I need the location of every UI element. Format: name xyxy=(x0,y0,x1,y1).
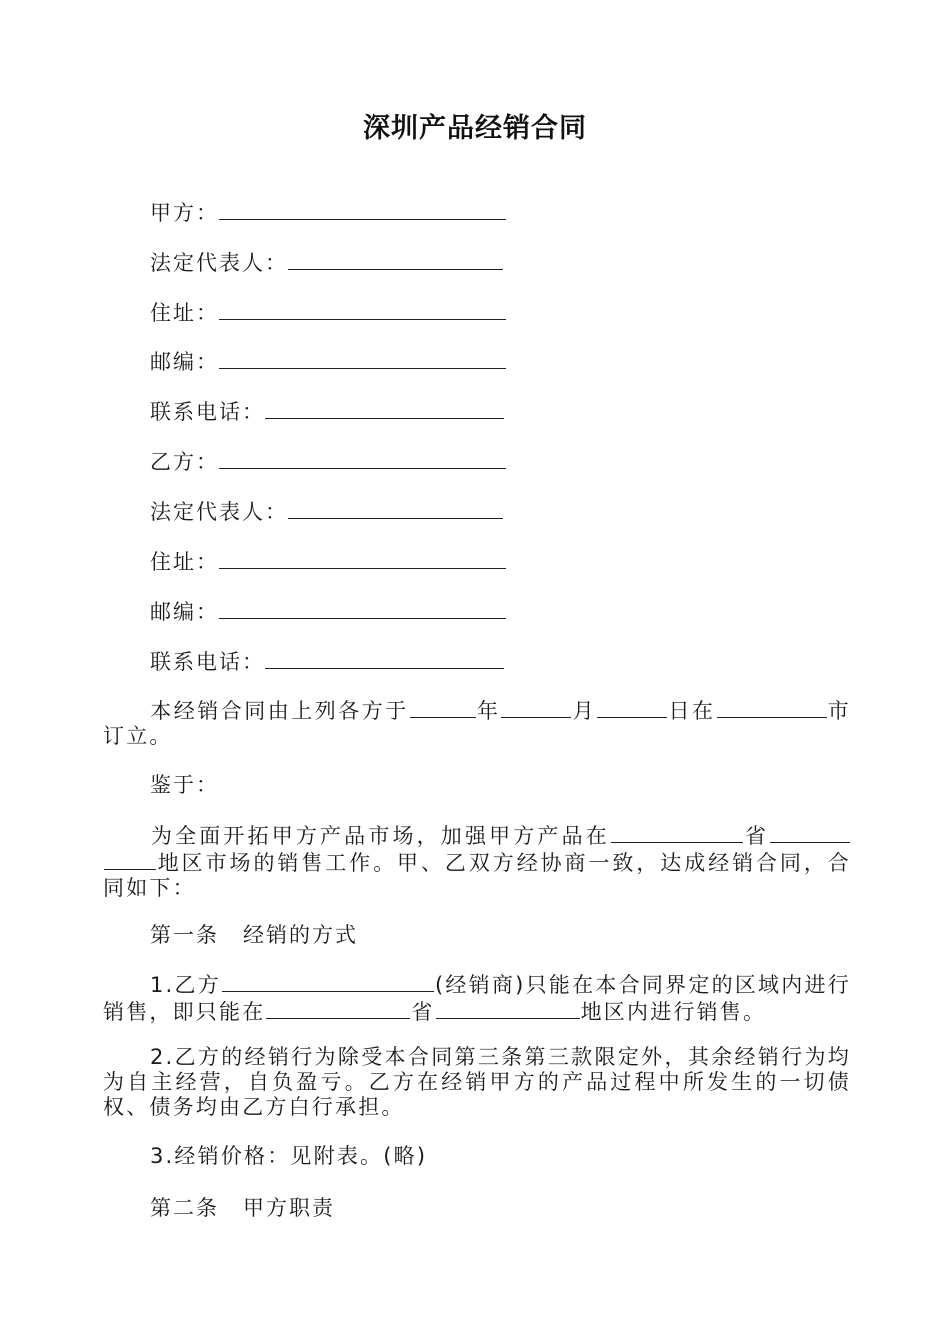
month-label: 月 xyxy=(572,699,597,723)
document-title: 深圳产品经销合同 xyxy=(363,113,587,144)
day-blank[interactable] xyxy=(597,697,667,718)
party-b-address-blank[interactable] xyxy=(219,546,506,569)
item-1-province-label: 省 xyxy=(411,1000,435,1024)
item-1-province-blank[interactable] xyxy=(266,998,410,1019)
item-1-text-1: (经销商)只能在本合同界定的区域内进行销售，即只能在 xyxy=(103,973,851,1024)
party-b-rep-field xyxy=(150,496,503,526)
day-at-label: 日在 xyxy=(668,699,716,723)
purpose-province-label: 省 xyxy=(743,824,769,848)
party-a-postcode-label: 邮编： xyxy=(150,350,219,374)
party-b-postcode-field xyxy=(150,596,506,626)
party-b-postcode-blank[interactable] xyxy=(219,596,506,619)
purpose-text-1: 为全面开拓甲方产品市场，加强甲方产品在 xyxy=(150,824,610,848)
party-a-phone-label: 联系电话： xyxy=(150,400,265,424)
purpose-region-blank-a[interactable] xyxy=(770,822,850,843)
item-1-text-2: 地区内进行销售。 xyxy=(580,1000,767,1024)
purpose-paragraph xyxy=(103,822,851,901)
article-1-item-1 xyxy=(103,971,851,1025)
whereas-heading: 鉴于： xyxy=(150,773,219,797)
article-1-item-2 xyxy=(103,1045,851,1120)
purpose-province-blank[interactable] xyxy=(611,822,743,843)
party-b-phone-blank[interactable] xyxy=(265,646,504,669)
item-3-text: 3.经销价格：见附表。(略) xyxy=(150,1144,428,1168)
party-b-address-field xyxy=(150,546,506,576)
item-1-region-blank[interactable] xyxy=(436,998,580,1019)
party-a-phone-blank[interactable] xyxy=(265,396,504,419)
year-blank[interactable] xyxy=(410,697,476,718)
party-b-name-field xyxy=(150,446,506,476)
party-a-rep-blank[interactable] xyxy=(288,247,503,270)
party-a-rep-label: 法定代表人： xyxy=(150,251,288,275)
article-1-item-3 xyxy=(103,1144,851,1169)
party-a-postcode-blank[interactable] xyxy=(219,346,506,369)
party-b-name-blank[interactable] xyxy=(219,446,506,469)
party-b-rep-blank[interactable] xyxy=(288,496,503,519)
party-b-name-label: 乙方： xyxy=(150,450,219,474)
article-1-number: 第一条 xyxy=(150,923,219,947)
party-a-address-label: 住址： xyxy=(150,301,219,325)
article-1-heading xyxy=(150,920,358,950)
party-a-address-blank[interactable] xyxy=(219,297,506,320)
purpose-text-2: 地区市场的销售工作。甲、乙双方经协商一致，达成经销合同，合同如下： xyxy=(103,851,851,900)
signing-text-2: 市订立。 xyxy=(103,699,852,748)
party-b-rep-label: 法定代表人： xyxy=(150,500,288,524)
party-a-rep-field xyxy=(150,247,503,277)
article-2-title: 甲方职责 xyxy=(243,1196,335,1220)
article-1-title: 经销的方式 xyxy=(243,923,358,947)
party-b-postcode-label: 邮编： xyxy=(150,600,219,624)
party-a-postcode-field xyxy=(150,346,506,376)
purpose-region-blank-b[interactable] xyxy=(104,849,156,870)
party-a-address-field xyxy=(150,297,506,327)
party-a-name-blank[interactable] xyxy=(219,197,506,220)
item-1-prefix: 1.乙方 xyxy=(150,973,221,997)
party-b-phone-label: 联系电话： xyxy=(150,650,265,674)
party-a-phone-field xyxy=(150,396,504,426)
year-label: 年 xyxy=(476,699,501,723)
item-2-text: 2.乙方的经销行为除受本合同第三条第三款限定外，其余经销行为均为自主经营，自负盈亏。乙方在经销甲方的产品过程中所发生的一切债权、债务均由乙方白行承担。 xyxy=(103,1045,851,1119)
party-b-address-label: 住址： xyxy=(150,550,219,574)
signing-paragraph xyxy=(103,697,851,749)
party-b-phone-field xyxy=(150,646,504,676)
distributor-name-blank[interactable] xyxy=(222,971,434,992)
article-2-heading xyxy=(150,1193,335,1223)
article-2-number: 第二条 xyxy=(150,1196,219,1220)
party-a-name-field xyxy=(150,197,506,227)
signing-text-1: 本经销合同由上列各方于 xyxy=(150,699,409,723)
city-blank[interactable] xyxy=(717,697,827,718)
month-blank[interactable] xyxy=(501,697,571,718)
party-a-name-label: 甲方： xyxy=(150,201,219,225)
